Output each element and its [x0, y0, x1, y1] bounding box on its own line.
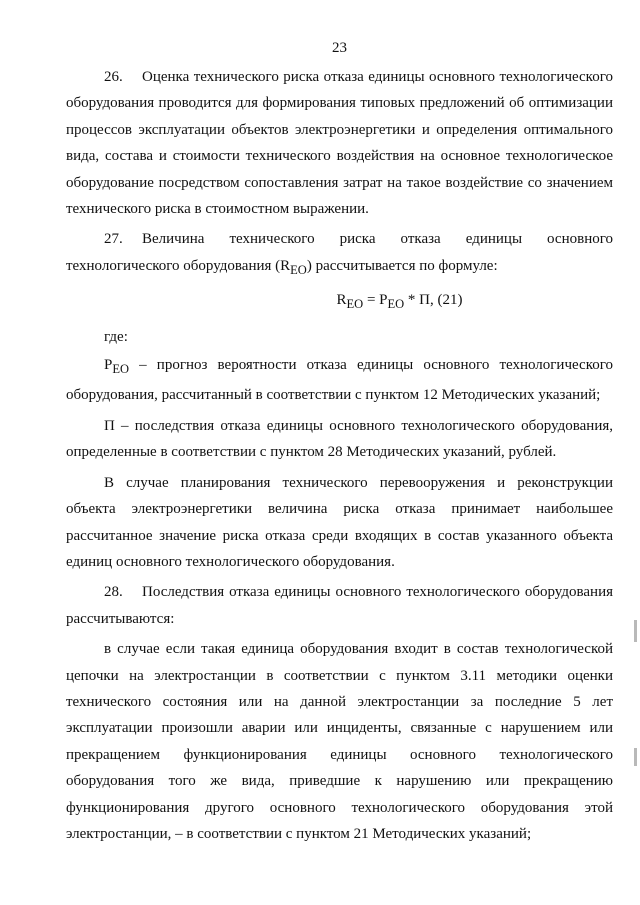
planning-paragraph: В случае планирования технического перевооружения и реконструкции объекта электроэнергетики величина риска отказа принимает наибольшее рассчитанное значение риска отказа среди входящих в состав указанного объекта единиц основного технологического оборудования.	[66, 474, 613, 570]
paragraph-27-subscript: EO	[290, 262, 307, 277]
where-label: где:	[104, 328, 128, 345]
paragraph-26-text: Оценка технического риска отказа единицы основного технологического оборудования проводится для формирования типовых предложений об оптимизации процессов эксплуатации объектов электроэнергетики и определения оптимального вида, состава и стоимости технического воздействия на основное технологическое оборудование посредством сопоставления затрат на такое воздействие со значением технического риска в стоимостном выражении.	[66, 69, 613, 218]
formula-p-subscript: EO	[387, 297, 405, 312]
paragraph-26	[66, 64, 613, 222]
formula-21	[66, 287, 613, 317]
scan-edge-mark	[634, 620, 637, 642]
formula-r: R	[336, 292, 347, 309]
definition-peo-symbol: P	[104, 357, 113, 374]
item-number-28: 28.	[104, 584, 123, 601]
item-number-27: 27.	[104, 231, 123, 248]
case-paragraph: в случае если такая единица оборудования входит в состав технологической цепочки на электростанции в соответствии с пунктом 3.11 методики оценки технического состояния или на данной электростанции за последние 5 лет эксплуатации произошли аварии или инциденты, связанные с нарушением или прекращением функционирования единицы основного технологического оборудования того же вида, приведшие к нарушению или прекращению функционирования другого основного технологического оборудования этой электростанции, – в соответствии с пунктом 21 Методических указаний;	[66, 641, 613, 842]
definition-peo	[66, 352, 613, 409]
definition-p: П – последствия отказа единицы основного технологического оборудования, определенные в соответствии с пунктом 28 Методических указаний, рублей.	[66, 417, 613, 461]
definition-peo-text: – прогноз вероятности отказа единицы основного технологического оборудования, рассчитанный в соответствии с пунктом 12 Методических указаний;	[66, 357, 613, 404]
paragraph-27	[66, 226, 613, 283]
formula-end: * П, (21)	[404, 292, 463, 309]
document-body	[66, 64, 613, 851]
formula-middle: = P	[363, 292, 388, 309]
paragraph-28	[66, 579, 613, 632]
paragraph-27-text-end: ) рассчитывается по формуле:	[306, 257, 498, 274]
paragraph-28-text: Последствия отказа единицы основного технологического оборудования рассчитываются:	[66, 584, 613, 627]
formula-r-subscript: EO	[346, 297, 364, 312]
scan-edge-mark	[634, 748, 637, 766]
page-number: 23	[332, 40, 347, 56]
paragraph-27-text: Величина технического риска отказа единицы основного технологического оборудования (R	[66, 231, 613, 274]
definition-peo-subscript: EO	[112, 362, 130, 377]
item-number-26: 26.	[104, 69, 123, 85]
